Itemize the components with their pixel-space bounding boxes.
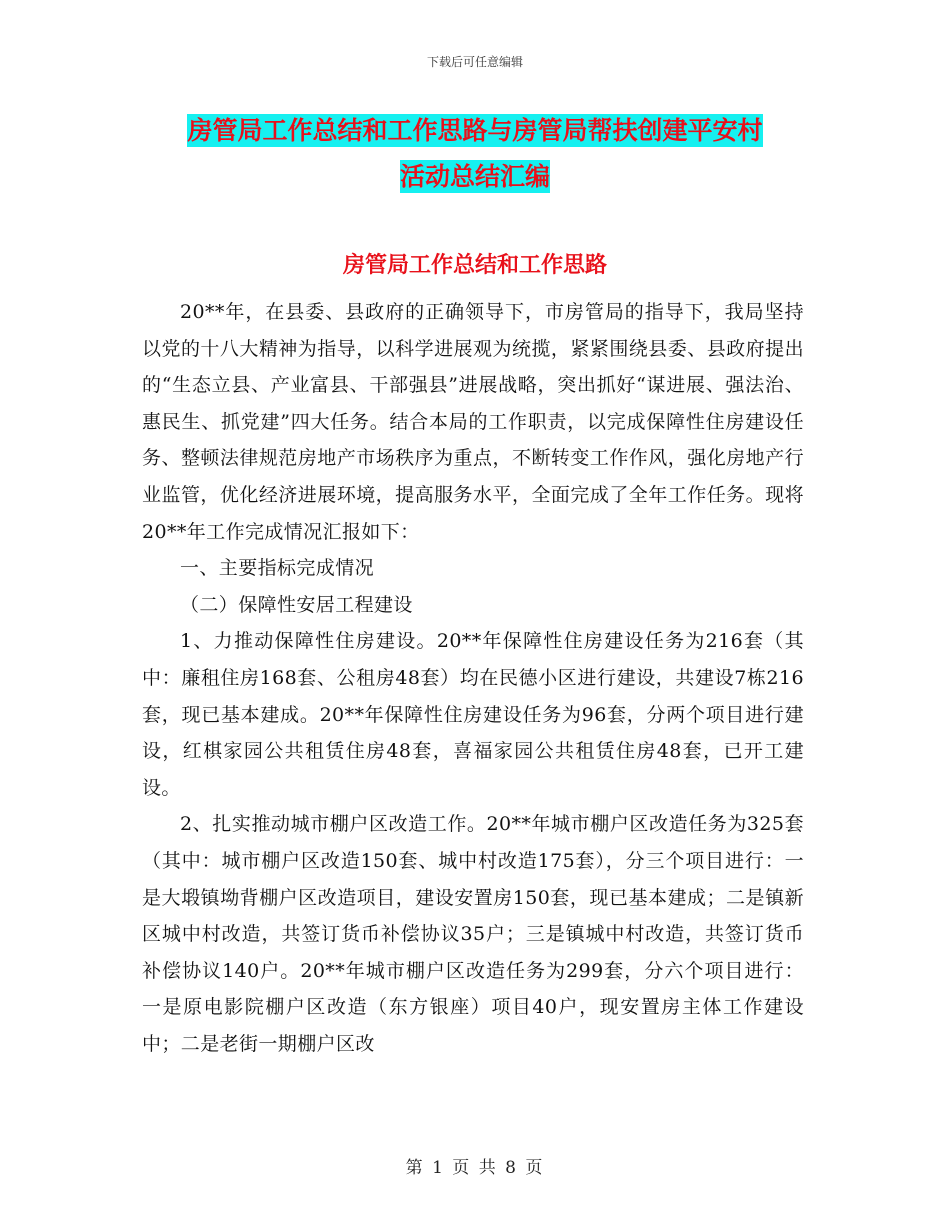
document-title [140, 108, 810, 200]
paragraph-shantytown-renovation: 2、扎实推动城市棚户区改造工作。20**年城市棚户区改造任务为325套（其中：城市棚户区改造150套、城中村改造175套），分三个项目进行：一是大塅镇坳背棚户区改造项目，建设安置房150套，现已基本建成；二是镇新区城中村改造，共签订货币补偿协议35户；三是镇城中村改造，共签订货币补偿协议140户。20**年城市棚户区改造任务为299套，分六个项目进行：一是原电影院棚户区改造（东方银座）项目40户，现安置房主体工作建设中；二是老街一期棚户区改 [142, 813, 804, 1055]
section-title: 房管局工作总结和工作思路 [342, 253, 607, 278]
document-body [142, 294, 804, 1062]
heading-housing-project: （二）保障性安居工程建设 [180, 593, 413, 616]
paragraph-intro: 20**年，在县委、县政府的正确领导下，市房管局的指导下，我局坚持以党的十八大精神为指导，以科学进展观为统揽，紧紧围绕县委、县政府提出的“生态立县、产业富县、干部强县”进展战略，突出抓好“谋进展、强法治、惠民生、抓党建”四大任务。结合本局的工作职责，以完成保障性住房建设任务、整顿法律规范房地产市场秩序为重点，不断转变工作作风，强化房地产行业监管，优化经济进展环境，提高服务水平，全面完成了全年工作任务。现将20**年工作完成情况汇报如下： [142, 301, 804, 543]
page-header-note: 下载后可任意编辑 [426, 55, 523, 69]
document-title-line2: 活动总结汇编 [399, 162, 550, 191]
paragraph-housing-construction: 1、力推动保障性住房建设。20**年保障性住房建设任务为216套（其中：廉租住房168套、公租房48套）均在民德小区进行建设，共建设7栋216套，现已基本建成。20**年保障性住房建设任务为96套，分两个项目进行建设，红棋家园公共租赁住房48套，喜福家园公共租赁住房48套，已开工建设。 [142, 630, 804, 799]
page-number: 第 1 页 共 8 页 [405, 1158, 545, 1178]
document-title-line1: 房管局工作总结和工作思路与房管局帮扶创建平安村 [187, 116, 763, 145]
heading-main-indicators: 一、主要指标完成情况 [180, 557, 375, 580]
